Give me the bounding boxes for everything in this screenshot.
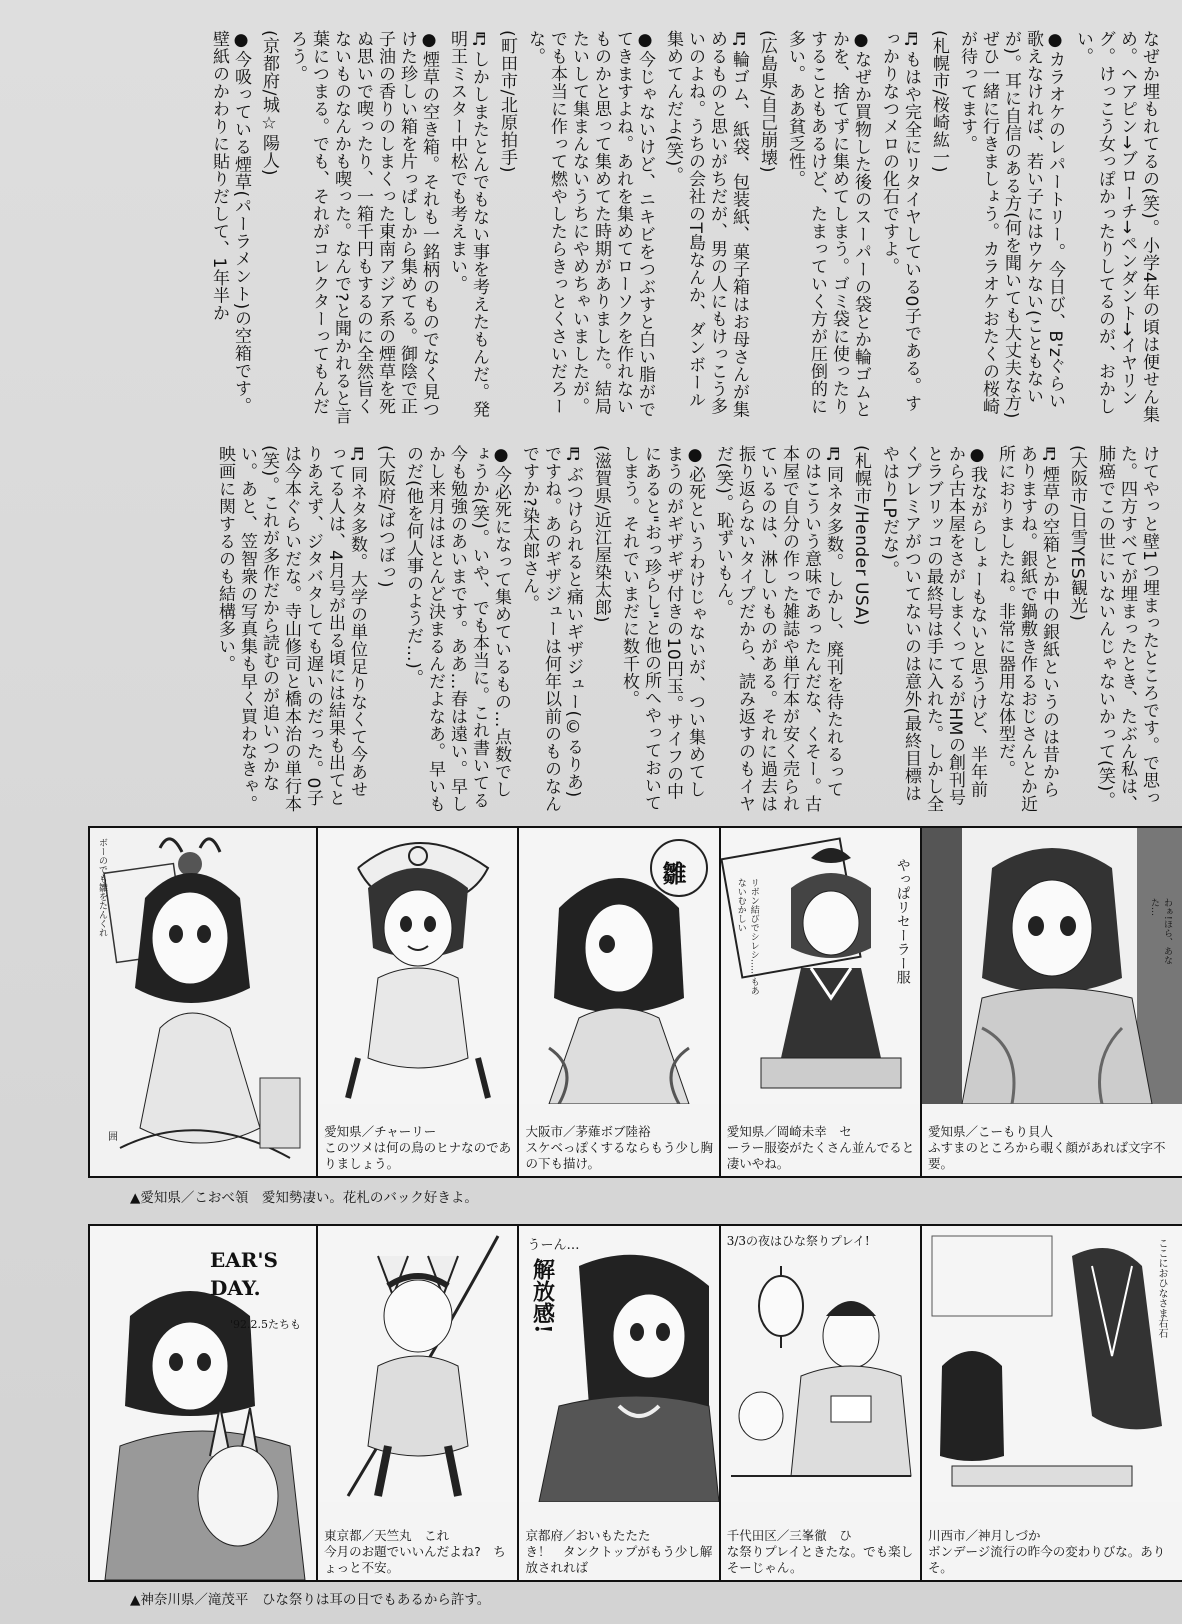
- editor-reply: ♬もはや完全にリタイヤしている0子である。すっかりなつメロの化石ですよ。: [879, 30, 921, 412]
- letter-paragraph: ●なぜか買物した後のスーパーの袋とか輪ゴムとかを、捨てずに集めてしまう。ゴミ袋に使ったりすることもあるけど、たまっていく方が圧倒的に多い。ああ貧乏性。: [785, 30, 871, 418]
- illustration-panel: [721, 1226, 922, 1580]
- caption-title: 愛知県／こーもり貝人: [927, 1124, 1053, 1139]
- illustration-art: [721, 1226, 920, 1502]
- caption-title: 愛知県／チャーリー: [324, 1124, 437, 1139]
- illustration-caption: [928, 1528, 1178, 1576]
- caption-title: 千代田区／三峯徹 ひ: [726, 1528, 852, 1543]
- letter-paragraph: ●今じゃないけど、ニキビをつぶすと白い脂がでてきますよね。あれを集めてローソクを作れないものかと思って集めてた時期がありました。結局たいして集まんないうちにやめちゃいましたが。でも本当に作って燃やしたらきっとくさいだろーな。: [525, 30, 655, 418]
- caption-body: ふすまのところから覗く顔があれば文字不要。: [927, 1140, 1166, 1171]
- letter-paragraph: ●今必死になって集めているもの…点数でしょうか(笑)。いや、でも本当に。これ書いてる今も勉強のあいまです。ああ…春は遠い。早しかし来月はほとんど決まるんだよなあ。早いものだ(他を何人事のようだ…)。: [403, 445, 511, 813]
- caption-body: ボンデージ流行の昨今の変わりびな。ありそ。: [927, 1544, 1166, 1575]
- caption-body: このツメは何の鳥のヒナなのでありましょう。: [324, 1140, 512, 1171]
- illustration-panel: [922, 828, 1182, 1176]
- letter-paragraph: なぜか埋もれてるの(笑)。小学4年の頃は便せん集め。ヘアピン→ブローチ→ペンダント→イヤリング。けっこう女っぽかったりしてるのが、おかしい。: [1073, 30, 1159, 424]
- illustration-panel: [519, 1226, 720, 1580]
- letter-signature: (京都府/城☆陽人): [259, 30, 279, 176]
- editor-reply: ♬同ネタ多数。大学の単位足りなくて今あせってる人は、4月号が出る頃には結果も出てとりあえず、ジタバタしても遅いのだった。0子は今本ぐらいだな。寺山修司と橋本治の単行本(笑)。これが多作だから読むのが追いつかない。あと、笠智衆の写真集も早く買わなきゃ。映画に関するのも結構多い。: [215, 445, 367, 813]
- hina-doll-girl-illustration: [519, 828, 718, 1104]
- illustration-inner-text: リボン結びでシレシ……もあないむかしい: [735, 878, 759, 995]
- illustration-inner-text: 囲: [108, 1132, 118, 1143]
- editor-reply: ♬同ネタ多数。しかし、廃刊を待たれるってのはこういう意味であったんだな、くそー。古本屋で自分の作った雑誌や単行本が安く売られているのは、淋しいものがある。それに過去は振り返らないタイプだから、読み返すのもイヤだ(笑)。恥ずいもん。: [713, 445, 843, 813]
- illustration-inner-text: やっぱリセーラー服: [894, 858, 911, 984]
- letter-paragraph: ●煙草の空き箱。それも一銘柄のものでなく見つけた珍しい箱を片っぱしから集めてる。御陰で正子油の香りのしまくった東南アジア系の煙草を死ぬ思いで喫ったり、一箱千円もするのに全然旨くないものなんかも喫った。なんで?と聞かれると言葉につまる。でも、それがコレクターってもんだろう。: [287, 30, 439, 425]
- letter-paragraph: ●カラオケのレパートリー。今日び、B'zぐらい歌えなければ、若い子にはウケない(こともないが)。耳に自信のある方(何を聞いても大丈夫な方)ぜひ一緒に行きましょう。カラオケおたくの桜崎が待ってます。: [957, 30, 1065, 419]
- row-caption-1: ▲愛知県／こおべ領 愛知勢凄い。花札のバック好きよ。: [130, 1190, 478, 1206]
- illustration-inner-text: '92.2.5たちも: [230, 1318, 302, 1331]
- caption-title: 愛知県／岡崎未幸 セ: [726, 1124, 852, 1139]
- letter-paragraph: けてやっと壁1つ埋まったところです。で思った。四方すべてが埋まったとき、たぶん私は、肺癌でこの世にいないんじゃないかって(笑)。: [1095, 445, 1159, 813]
- letter-signature: (町田市/北原拍手): [497, 30, 517, 173]
- letters-column-top: [128, 30, 1160, 425]
- illustration-caption: [324, 1528, 513, 1576]
- illustration-art: [318, 828, 517, 1104]
- sword-girl-illustration: [318, 1226, 517, 1502]
- caption-body: 今月のお題でいいんだよね? ちょっと不安。: [324, 1544, 506, 1575]
- illustration-art: [922, 828, 1182, 1104]
- editor-reply: ♬しかしまたとんでもない事を考えたもんだ。発明王ミスター中松でも考えまい。: [447, 30, 489, 418]
- hina-festival-scene-illustration: [721, 1226, 920, 1502]
- illustration-art: [922, 1226, 1182, 1502]
- illustration-art: [519, 828, 718, 1104]
- illustration-inner-text: ここにおひなさま右石: [1155, 1238, 1167, 1338]
- illustration-caption: [727, 1528, 916, 1576]
- letter-signature: (札幌市/桜崎紘一): [929, 30, 949, 173]
- illustration-caption: [525, 1124, 714, 1172]
- hina-kanji-stamp: 雛: [662, 859, 687, 888]
- girl-with-bunny-ears-illustration: [90, 828, 316, 1176]
- bondage-hina-illustration: [922, 1226, 1182, 1502]
- letter-paragraph: ●必死というわけじゃないが、つい集めてしまうのがギザギザ付きの10円玉。サイフの中にあると"おっ珍らし"と他の所へやっておいてしまう。それでいまだに数千枚。: [619, 445, 705, 812]
- illustration-caption: [525, 1528, 714, 1576]
- illustration-panel: [721, 828, 922, 1176]
- ears-day-title: EAR'S DAY.: [210, 1248, 278, 1300]
- caption-body: な祭りプレイときたな。でも楽しそーじゃん。: [726, 1544, 914, 1575]
- caption-title: 川西市／神月しづか: [927, 1528, 1041, 1543]
- editor-reply: ♬煙草の空箱とか中の銀紙というのは昔からありますね。銀紙で鍋敷き作るおじさんとか近所におりましたね。非常に器用な体型だ。: [995, 445, 1059, 813]
- illustration-caption: [727, 1124, 916, 1172]
- row-caption-2: ▲神奈川県／滝茂平 ひな祭りは耳の日でもあるから許す。: [130, 1592, 491, 1608]
- caption-body: ーラー服姿がたくさん並んでると凄いやね。: [726, 1140, 915, 1171]
- letter-signature: (大阪市/日雪YES観光): [1067, 445, 1087, 622]
- illustration-inner-text: 解放感!: [529, 1258, 556, 1334]
- illustration-panel: [90, 828, 318, 1176]
- editor-reply: ♬輪ゴム、紙袋、包装紙、菓子箱はお母さんが集めるものと思いがちだが、男の人にもけっこう多いのよね。うちの会社のT島なんか、ダンボール集めてんだよ(笑)。: [663, 30, 749, 418]
- caption-body: き！ タンクトップがもう少し解放されれば: [525, 1544, 713, 1575]
- letter-signature: (札幌市/Hender USA): [851, 445, 871, 626]
- illustration-caption: [324, 1124, 513, 1172]
- illustration-caption: [928, 1124, 1178, 1172]
- illustration-art: [318, 1226, 517, 1502]
- letters-column-middle: [128, 445, 1160, 813]
- illustration-inner-text: ボーのでも雛をたんくれ: [97, 838, 107, 937]
- illustration-inner-text: 3/3の夜はひな祭りプレイ!: [726, 1234, 870, 1248]
- illustration-inner-text: うーん…: [527, 1238, 580, 1253]
- editor-reply: ♬ぶつけられると痛いギザジュー(©るりあ)ですね。あのギザジューは何年以前のものなんですか?染太郎さん。: [519, 445, 583, 813]
- caption-title: 大阪市／茅薙ボブ陸裕: [525, 1124, 651, 1139]
- peeking-kimono-girl-illustration: [922, 828, 1182, 1104]
- caption-title: 東京都／天竺丸 これ: [324, 1528, 450, 1543]
- letter-paragraph: ●今吸っている煙草(パーラメント)の空箱です。壁紙のかわりに貼りだして、1年半か: [209, 30, 251, 415]
- letter-signature: (広島県/自己崩壊): [757, 30, 777, 173]
- illustration-row-2: [88, 1224, 1182, 1582]
- illustration-panel: [922, 1226, 1182, 1580]
- illustration-row-1: [88, 826, 1182, 1178]
- illustration-panel: [318, 1226, 519, 1580]
- caption-title: 京都府／おいもたたた: [525, 1528, 651, 1543]
- illustration-art: [90, 828, 316, 1176]
- bird-girl-illustration: [318, 828, 517, 1104]
- illustration-panel: [318, 828, 519, 1176]
- caption-body: スケベっぽくするならもう少し胸の下も描け。: [525, 1140, 713, 1171]
- illustration-panel: [519, 828, 720, 1176]
- letter-paragraph: ●我ながらしょーもないと思うけど、半年前から古本屋をさがしまくってるがHMの創刊号とラブリッコの最終号は手に入れた。しかし全くプレミアがついてないのは意外(最終目標はやはりLPだな)。: [879, 445, 987, 813]
- letter-signature: (大阪府/ばつぼっ): [375, 445, 395, 588]
- letter-signature: (滋賀県/近江屋染太郎): [591, 445, 611, 623]
- illustration-panel: [90, 1226, 318, 1580]
- illustration-inner-text: わぁ!ほら、あなた…: [1148, 898, 1172, 965]
